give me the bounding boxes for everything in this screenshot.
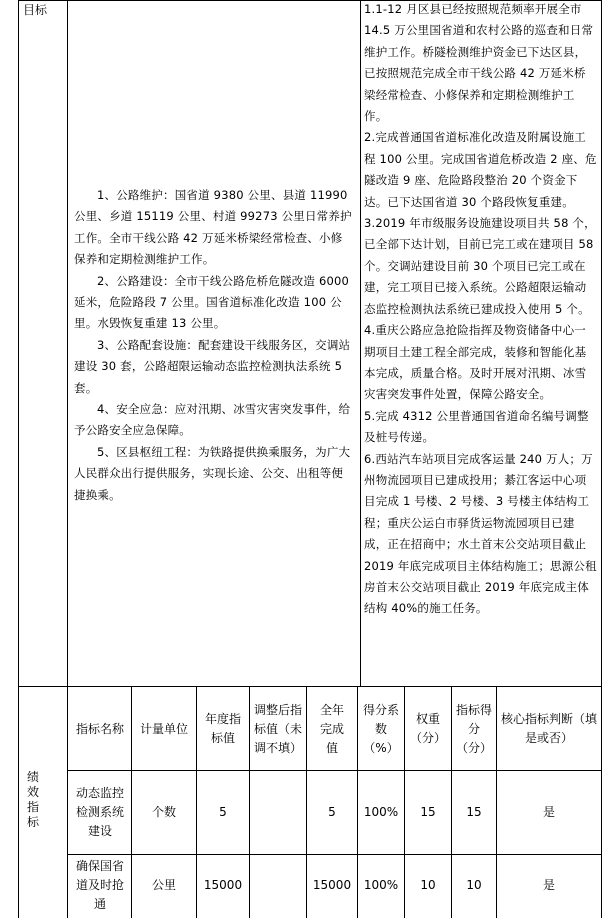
row-1-actual-value: 5 xyxy=(328,804,336,819)
row-1-score-coefficient: 100% xyxy=(363,804,399,819)
row-1-unit: 个数 xyxy=(151,804,176,819)
completed-item-4: 4.重庆公路应急抢险指挥及物资储备中心一期项目土建工程全部完成，装修和智能化基本完成，质量合格。及时开展对汛期、冰雪灾害突发事件处置，保障公路安全。 xyxy=(364,323,587,402)
row-1-annual-target: 5 xyxy=(219,804,227,819)
row-1-bottom-border xyxy=(67,854,602,855)
perf-col-border-2 xyxy=(196,686,197,918)
completed-item-3: 3.2019 年市级服务设施建设项目共 58 个，已全部下达计划，目前已完工或在建项目 58 个。交调站建设目前 30 个项目已完工或在建，完工项目已接入系统。公路超限运输动态监控检测执法系统已建成投入使用 5 个。 xyxy=(364,216,596,316)
header-adjusted-target: 调整后指标值（未调不填） xyxy=(253,702,302,755)
row-1-indicator-name: 动态监控检测系统建设 xyxy=(75,785,124,838)
row-1-indicator-score: 15 xyxy=(466,804,482,819)
row-2-core-indicator: 是 xyxy=(542,877,555,892)
objective-completed-text xyxy=(364,0,597,620)
row-2-indicator-score: 10 xyxy=(466,877,482,892)
header-unit: 计量单位 xyxy=(139,721,188,736)
perf-col-border-6 xyxy=(404,686,405,918)
table-left-border xyxy=(18,0,19,918)
planned-item-1: 1、公路维护：国省道 9380 公里、县道 11990 公里、乡道 15119 公里、村道 99273 公里日常养护工作。全市干线公路 42 万延米桥梁经常检查、小修保养和定期检测维护工作。 xyxy=(74,188,352,267)
planned-item-5: 5、区县枢纽工程：为铁路提供换乘服务，为广大人民群众出行提供服务，实现长途、公交、出租等便捷换乘。 xyxy=(74,444,351,502)
planned-item-3: 3、公路配套设施：配套建设干线服务区，交调站建设 30 套，公路超限运输动态监控检测执法系统 5 套。 xyxy=(74,337,351,395)
header-core-indicator: 核心指标判断（填是或否） xyxy=(500,712,597,745)
header-indicator-score: 指标得分（分） xyxy=(456,702,493,755)
row-2-annual-target: 15000 xyxy=(203,877,243,892)
header-row-bottom-border xyxy=(67,770,602,771)
header-weight: 权重（分） xyxy=(410,712,447,745)
header-score-coefficient: 得分系数（%） xyxy=(362,702,399,755)
completed-item-5: 5.完成 4312 公里普通国省道命名编号调整及桩号传递。 xyxy=(364,408,589,445)
row-1-weight: 15 xyxy=(420,804,436,819)
completed-item-2: 2.完成普通国省道标准化改造及附属设施工程 100 公里。完成国省道危桥改造 2 座、危隧改造 9 座、危险路段整治 20 个资金下达。已下达国省道 30 个路段恢复重建。 xyxy=(364,130,597,209)
perf-col-border-8 xyxy=(496,686,497,918)
objective-middle-border xyxy=(360,0,361,686)
planned-item-2: 2、公路建设：全市干线公路危桥危隧改造 6000 延米，危险路段 7 公里。国省道标准化改造 100 公里。水毁恢复重建 13 公里。 xyxy=(74,273,350,331)
perf-col-border-1 xyxy=(131,686,132,918)
perf-col-border-3 xyxy=(249,686,250,918)
row-1-adjusted-target xyxy=(251,772,305,852)
completed-item-1: 1.1-12 月区县已经按照规范频率开展全市 14.5 万公里国省道和农村公路的巡查和日常维护工作。桥隧检测维护资金已下达区县，已按照规范完成全市干线公路 42 万延米桥梁经常检查、小修保养和定期检测维护工作。 xyxy=(364,2,594,124)
header-actual-value: 全年完成值 xyxy=(319,702,344,755)
perf-col-border-5 xyxy=(357,686,358,918)
header-annual-target: 年度指标值 xyxy=(204,712,241,745)
section-divider xyxy=(18,686,602,687)
row-2-actual-value: 15000 xyxy=(312,877,352,892)
planned-item-4: 4、安全应急：应对汛期、冰雪灾害突发事件，给予公路安全应急保障。 xyxy=(74,402,351,438)
completed-item-6: 6.西站汽车站项目完成客运量 240 万人；万州物流园项目已建成投用；綦江客运中心项目完成 1 号楼、2 号楼、3 号楼主体结构工程；重庆公运白市驿货运物流园项目已建成，正在招商中；水土首末公交站项目截止 2019 年底完成项目主体结构施工；思源公租房首末公交站项目截止 2019 年底完成主体结构 40%的施工任务。 xyxy=(364,451,597,616)
perf-col-border-7 xyxy=(451,686,452,918)
row-2-adjusted-target xyxy=(251,856,305,914)
performance-label: 绩效指标 xyxy=(26,770,39,829)
row-2-weight: 10 xyxy=(420,877,436,892)
perf-col-border-4 xyxy=(306,686,307,918)
objective-planned-text xyxy=(74,185,354,506)
row-1-core-indicator: 是 xyxy=(542,804,555,819)
objective-label: 目标 xyxy=(23,3,48,17)
header-indicator-name: 指标名称 xyxy=(75,721,124,736)
row-2-unit: 公里 xyxy=(151,877,176,892)
row-2-score-coefficient: 100% xyxy=(363,877,399,892)
label-column-border xyxy=(67,0,68,918)
row-2-indicator-name: 确保国省道及时抢通 xyxy=(75,859,124,911)
